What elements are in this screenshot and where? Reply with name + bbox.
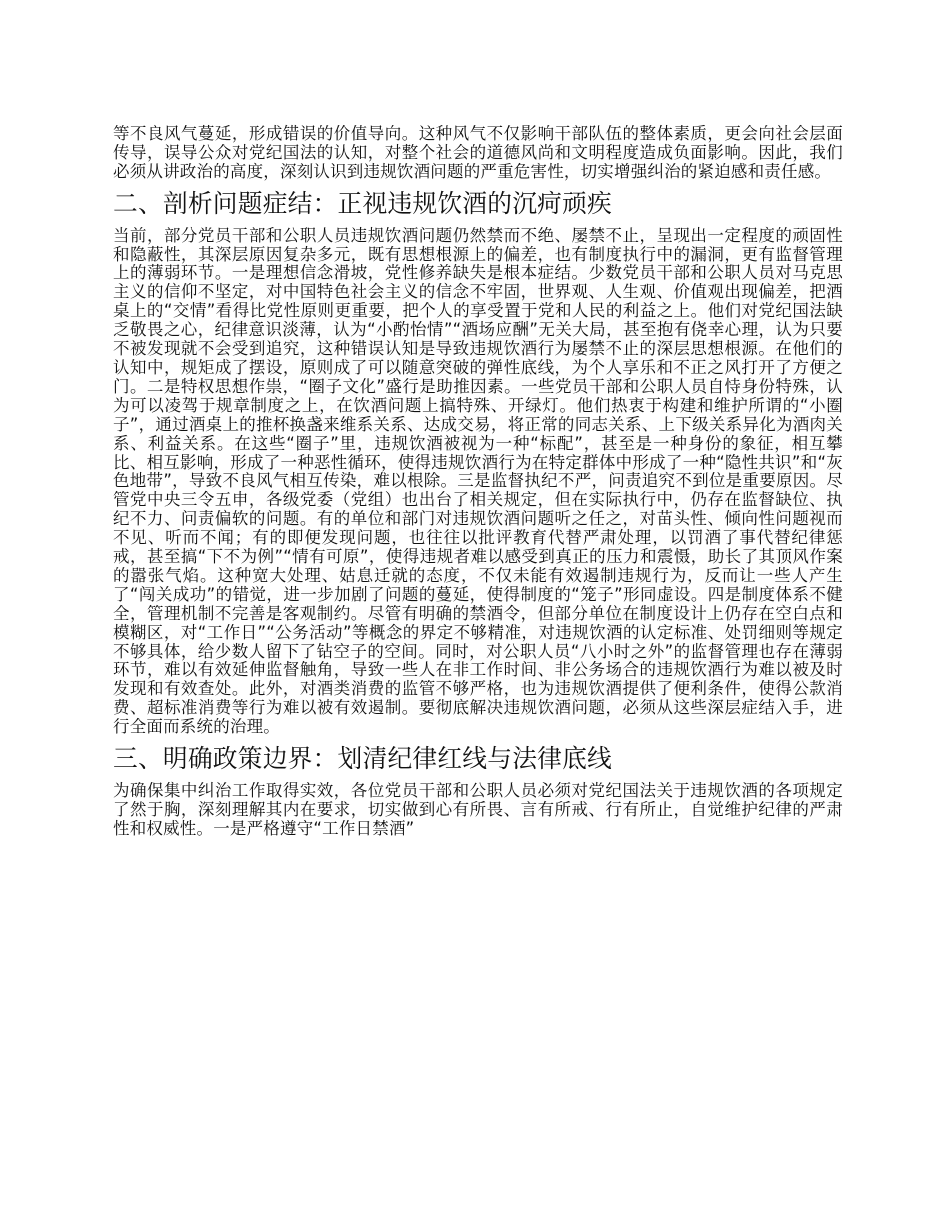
- section-heading-2: 二、剖析问题症结：正视违规饮酒的沉疴顽疾: [113, 188, 612, 218]
- section-heading-3: 三、明确政策边界：划清纪律红线与法律底线: [113, 744, 612, 774]
- paragraph-policy-boundary: 为确保集中纠治工作取得实效，各位党员干部和公职人员必须对党纪国法关于违规饮酒的各项规定了然于胸，深刻理解其内在要求，切实做到心有所畏、言有所戒、行有所止，自觉维护纪律的严肃性和权威性。一是严格遵守“工作日禁酒”: [113, 781, 843, 838]
- document-body: [113, 125, 843, 839]
- paragraph-harm-conclusion: 等不良风气蔓延，形成错误的价值导向。这种风气不仅影响干部队伍的整体素质，更会向社会层面传导，误导公众对党纪国法的认知，对整个社会的道德风尚和文明程度造成负面影响。因此，我们必须从讲政治的高度，深刻认识到违规饮酒问题的严重危害性，切实增强纠治的紧迫感和责任感。: [113, 124, 843, 181]
- paragraph-problem-analysis: 当前，部分党员干部和公职人员违规饮酒问题仍然禁而不绝、屡禁不止，呈现出一定程度的顽固性和隐蔽性，其深层原因复杂多元，既有思想根源上的偏差，也有制度执行中的漏洞，更有监督管理上的薄弱环节。一是理想信念滑坡，党性修养缺失是根本症结。少数党员干部和公职人员对马克思主义的信仰不坚定，对中国特色社会主义的信念不牢固，世界观、人生观、价值观出现偏差，把酒桌上的“交情”看得比党性原则更重要，把个人的享受置于党和人民的利益之上。他们对党纪国法缺乏敬畏之心，纪律意识淡薄，认为“小酌怡情”“酒场应酬”无关大局，甚至抱有侥幸心理，认为只要不被发现就不会受到追究，这种错误认知是导致违规饮酒行为屡禁不止的深层思想根源。在他们的认知中，规矩成了摆设，原则成了可以随意突破的弹性底线，为个人享乐和不正之风打开了方便之门。二是特权思想作祟，“圈子文化”盛行是助推因素。一些党员干部和公职人员自恃身份特殊，认为可以凌驾于规章制度之上，在饮酒问题上搞特殊、开绿灯。他们热衷于构建和维护所谓的“小圈子”，通过酒桌上的推杯换盏来维系关系、达成交易，将正常的同志关系、上下级关系异化为酒肉关系、利益关系。在这些“圈子”里，违规饮酒被视为一种“标配”，甚至是一种身份的象征，相互攀比、相互影响，形成了一种恶性循环，使得违规饮酒行为在特定群体中形成了一种“隐性共识”和“灰色地带”，导致不良风气相互传染，难以根除。三是监督执纪不严，问责追究不到位是重要原因。尽管党中央三令五申，各级党委（党组）也出台了相关规定，但在实际执行中，仍存在监督缺位、执纪不力、问责偏软的问题。有的单位和部门对违规饮酒问题听之任之，对苗头性、倾向性问题视而不见、听而不闻；有的即便发现问题，也往往以批评教育代替严肃处理，以罚酒了事代替纪律惩戒，甚至搞“下不为例”“情有可原”，使得违规者难以感受到真正的压力和震慑，助长了其顶风作案的嚣张气焰。这种宽大处理、姑息迁就的态度，不仅未能有效遏制违规行为，反而让一些人产生了“闯关成功”的错觉，进一步加剧了问题的蔓延，使得制度的“笼子”形同虚设。四是制度体系不健全，管理机制不完善是客观制约。尽管有明确的禁酒令，但部分单位在制度设计上仍存在空白点和模糊区，对“工作日”“公务活动”等概念的界定不够精准，对违规饮酒的认定标准、处罚细则等规定不够具体，给少数人留下了钻空子的空间。同时，对公职人员“八小时之外”的监督管理也存在薄弱环节，难以有效延伸监督触角，导致一些人在非工作时间、非公务场合的违规饮酒行为难以被及时发现和有效查处。此外，对酒类消费的监管不够严格，也为违规饮酒提供了便利条件，使得公款消费、超标准消费等行为难以被有效遏制。要彻底解决违规饮酒问题，必须从这些深层症结入手，进行全面而系统的治理。: [113, 225, 843, 737]
